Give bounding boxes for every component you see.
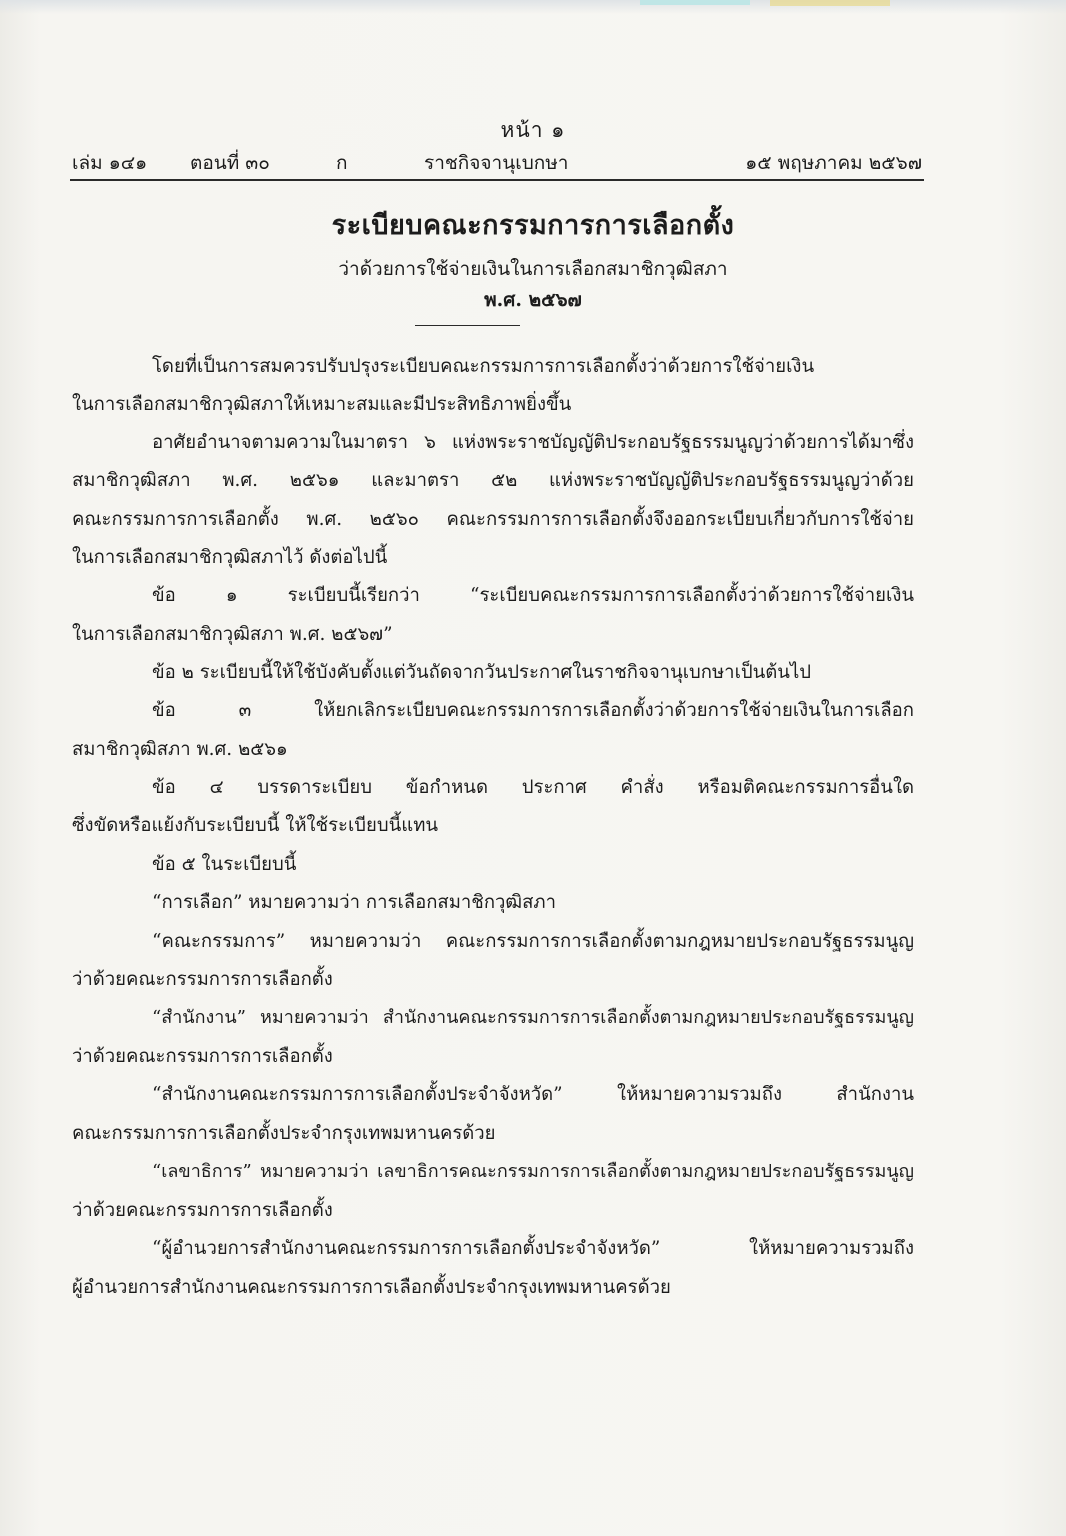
text-line: ผู้อำนวยการสำนักงานคณะกรรมการการเลือกตั้งประจำกรุงเทพมหานครด้วย [72,1277,671,1298]
document-title: ระเบียบคณะกรรมการการเลือกตั้ง [331,210,735,241]
text-line: ว่าด้วยคณะกรรมการการเลือกตั้ง [72,1200,333,1221]
text-line: ข้อ ๔ บรรดาระเบียบ ข้อกำหนด ประกาศ คำสั่ง หรือมติคณะกรรมการอื่นใด [152,777,914,798]
text-line: ในการเลือกสมาชิกวุฒิสภาให้เหมาะสมและมีประสิทธิภาพยิ่งขึ้น [72,394,572,415]
text-line: สมาชิกวุฒิสภา พ.ศ. ๒๕๖๑ และมาตรา ๕๒ แห่งพระราชบัญญัติประกอบรัฐธรรมนูญว่าด้วย [72,470,914,491]
title-underline [415,325,520,326]
text-line: คณะกรรมการการเลือกตั้ง พ.ศ. ๒๕๖๐ คณะกรรมการการเลือกตั้งจึงออกระเบียบเกี่ยวกับการใช้จ่าย [72,509,914,530]
header-volume: เล่ม ๑๔๑ [72,152,148,174]
header-divider [70,179,924,181]
scan-edge-mark [640,0,750,5]
text-line: ซึ่งขัดหรือแย้งกับระเบียบนี้ ให้ใช้ระเบียบนี้แทน [72,815,439,836]
header-section: ก [336,152,348,174]
text-line: ว่าด้วยคณะกรรมการการเลือกตั้ง [72,969,333,990]
text-line: “สำนักงาน” หมายความว่า สำนักงานคณะกรรมการการเลือกตั้งตามกฎหมายประกอบรัฐธรรมนูญ [152,1007,914,1028]
text-line: “เลขาธิการ” หมายความว่า เลขาธิการคณะกรรมการการเลือกตั้งตามกฎหมายประกอบรัฐธรรมนูญ [152,1161,914,1182]
scan-top-band [0,0,1066,14]
text-line: ข้อ ๑ ระเบียบนี้เรียกว่า “ระเบียบคณะกรรมการการเลือกตั้งว่าด้วยการใช้จ่ายเงิน [152,585,914,606]
scan-edge-mark [770,0,890,6]
document-year: พ.ศ. ๒๕๖๗ [484,289,582,311]
text-line: สมาชิกวุฒิสภา พ.ศ. ๒๕๖๑ [72,739,288,760]
text-line: “การเลือก” หมายความว่า การเลือกสมาชิกวุฒิสภา [152,892,557,913]
gazette-header [72,148,922,176]
header-issue: ตอนที่ ๓๐ [190,152,270,174]
document-subtitle: ว่าด้วยการใช้จ่ายเงินในการเลือกสมาชิกวุฒิสภา [338,258,728,280]
text-line: ข้อ ๒ ระเบียบนี้ให้ใช้บังคับตั้งแต่วันถัดจากวันประกาศในราชกิจจานุเบกษาเป็นต้นไป [152,662,811,683]
text-line: โดยที่เป็นการสมควรปรับปรุงระเบียบคณะกรรมการการเลือกตั้งว่าด้วยการใช้จ่ายเงิน [152,356,815,377]
header-date: ๑๕ พฤษภาคม ๒๕๖๗ [745,152,922,174]
text-line: ในการเลือกสมาชิกวุฒิสภา พ.ศ. ๒๕๖๗” [72,624,393,645]
page-number: หน้า ๑ [500,118,566,142]
text-line: “คณะกรรมการ” หมายความว่า คณะกรรมการการเลือกตั้งตามกฎหมายประกอบรัฐธรรมนูญ [152,931,914,952]
text-line: ข้อ ๕ ในระเบียบนี้ [152,854,297,875]
header-gazette-name: ราชกิจจานุเบกษา [424,152,569,174]
text-line: คณะกรรมการการเลือกตั้งประจำกรุงเทพมหานครด้วย [72,1123,496,1144]
text-line: ข้อ ๓ ให้ยกเลิกระเบียบคณะกรรมการการเลือกตั้งว่าด้วยการใช้จ่ายเงินในการเลือก [152,700,914,721]
text-line: ว่าด้วยคณะกรรมการการเลือกตั้ง [72,1046,333,1067]
text-line: ในการเลือกสมาชิกวุฒิสภาไว้ ดังต่อไปนี้ [72,547,388,568]
text-line: “สำนักงานคณะกรรมการการเลือกตั้งประจำจังหวัด” ให้หมายความรวมถึง สำนักงาน [152,1084,914,1105]
text-line: อาศัยอำนาจตามความในมาตรา ๖ แห่งพระราชบัญญัติประกอบรัฐธรรมนูญว่าด้วยการได้มาซึ่ง [152,432,914,453]
text-line: “ผู้อำนวยการสำนักงานคณะกรรมการการเลือกตั้งประจำจังหวัด” ให้หมายความรวมถึง [152,1238,914,1259]
